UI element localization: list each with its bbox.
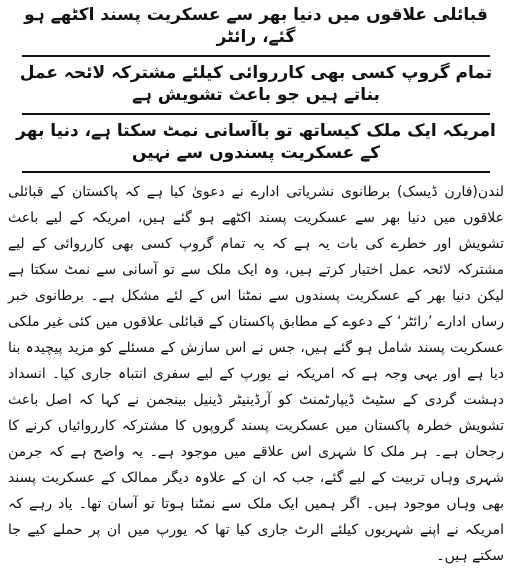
article-body	[8, 179, 504, 569]
divider-1	[22, 55, 490, 57]
headline-2: تمام گروپ کسی بھی کارروائی کیلئے مشترکہ لائحہ عمل بناتے ہیں جو باعث تشویش ہے	[19, 63, 493, 105]
headline-1: قبائلی علاقوں میں دنیا بھر سے عسکریت پسند اکٹھے ہو گئے، رائٹر	[24, 5, 488, 47]
divider-3	[22, 171, 490, 173]
headline-3: امریکہ ایک ملک کیساتھ تو باآسانی نمٹ سکتا ہے، دنیا بھر کے عسکریت پسندوں سے نہیں	[16, 121, 496, 163]
article-paragraph: لندن(فارن ڈیسک) برطانوی نشریاتی ادارے نے دعویٰ کیا ہے کہ پاکستان کے قبائلی علاقوں میں دنیا بھر سے عسکریت پسند اکٹھے ہو گئے ہیں، امریکہ کے لیے باعث تشویش اور خطرے کی بات یہ ہے کہ یہ تمام گروپ کسی بھی کارروائی کے لیے مشترکہ لائحہ عمل اختیار کرتے ہیں، وہ ایک ملک سے تو آسانی سے نمٹ سکتا ہے لیکن دنیا بھر کے عسکریت پسندوں سے نمٹنا اس کے لئے مشکل ہے۔ برطانوی خبر رساں ادارے ’رائٹر‘ کے دعوے کے مطابق پاکستان کے قبائلی علاقوں میں کئی غیر ملکی عسکریت پسند شامل ہو گئے ہیں، جس نے اس سازش کے مسئلے کو مزید پیچیدہ بنا دیا ہے اور یہی وجہ ہے کہ امریکہ نے یورپ کے لیے سفری انتباہ جاری کیا۔ انسداد دہشت گردی کے سٹیٹ ڈیپارٹمنٹ کو آرڈینیٹر ڈینیل بینجمن نے کہا کہ اصل باعث تشویش خطرہ پاکستان میں عسکریت پسند گروپوں کا مشترکہ کارروائیاں کرنے کا رجحان ہے۔ ہر ملک کا شہری اس علاقے میں موجود ہے۔ یہ واضح ہے کہ جرمن شہری وہاں تربیت کے لیے گئے، جب کہ ان کے علاوہ دیگر ممالک کے عسکریت پسند بھی وہاں موجود ہیں۔ اگر ہمیں ایک ملک سے نمٹنا ہوتا تو آسان تھا۔ یاد رہے کہ امریکہ نے اپنے شہریوں کیلئے الرٹ جاری کیا تھا کہ یورپ میں ان پر حملے کیے جا سکتے ہیں۔	[8, 184, 504, 564]
divider-2	[22, 113, 490, 115]
